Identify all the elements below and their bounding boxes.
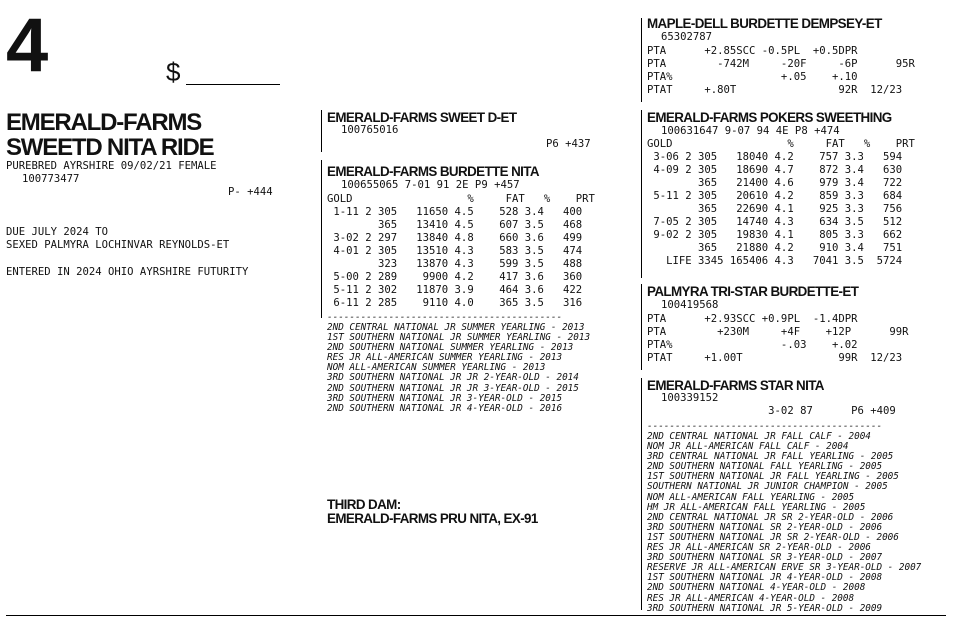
dam-sire-pta xyxy=(647,313,909,365)
dam-dam-award-line: 1ST SOUTHERN NATIONAL JR SR 2-YEAR-OLD - 2006 xyxy=(647,531,899,543)
sire-reg: 100765016 xyxy=(341,124,399,136)
sire-sire-pta-row: PTA -742M -20F -6P 95R xyxy=(647,58,915,70)
sire-dam-table-row: 365 21400 4.6 979 3.4 722 xyxy=(647,177,903,189)
dam-award-line: 2ND CENTRAL NATIONAL JR SUMMER YEARLING - 2013 xyxy=(327,322,585,333)
dam-table-row: 365 13410 4.5 607 3.5 468 xyxy=(327,219,583,231)
sire-sire-bracket xyxy=(641,18,642,102)
sire-dam-table-row: 5-11 2 305 20610 4.2 859 3.3 684 xyxy=(647,190,903,202)
sire-sire-pta-row: PTAT +.80T 92R 12/23 xyxy=(647,84,903,96)
dam-dam-award-line: 3RD SOUTHERN NATIONAL SR 3-YEAR-OLD - 2007 xyxy=(647,552,883,564)
dam-bracket xyxy=(321,160,322,318)
sire-bracket xyxy=(321,110,322,152)
price-label: $ xyxy=(166,57,181,87)
sire-dam-table-row: GOLD % FAT % PRT xyxy=(647,138,915,150)
sire-dam-table-row: 365 22690 4.1 925 3.3 756 xyxy=(647,203,903,215)
sire-dam-table-row: 365 21880 4.2 910 3.4 751 xyxy=(647,242,903,254)
dam-dam-award-line: 1ST SOUTHERN NATIONAL JR 4-YEAR-OLD - 2008 xyxy=(647,572,883,584)
sire-index: P6 +437 xyxy=(546,138,591,150)
dam-award-line: 2ND SOUTHERN NATIONAL JR 4-YEAR-OLD - 2016 xyxy=(327,402,563,414)
dam-sire-name: PALMYRA TRI-STAR BURDETTE-ET xyxy=(647,284,859,299)
sire-dam-table-row: 7-05 2 305 14740 4.3 634 3.5 512 xyxy=(647,216,903,228)
dam-dam-award-line: NOM ALL-AMERICAN FALL YEARLING - 2005 xyxy=(647,491,855,503)
sire-sire-pta-row: PTA +2.85SCC -0.5PL +0.5DPR xyxy=(647,45,858,57)
dam-table-row: 1-11 2 305 11650 4.5 528 3.4 400 xyxy=(327,206,583,218)
sire-name: EMERALD-FARMS SWEET D-ET xyxy=(327,110,517,125)
sire-dam-info: 100631647 9-07 94 4E P8 +474 xyxy=(661,125,840,137)
dam-dam-award-line: 3RD SOUTHERN NATIONAL JR 5-YEAR-OLD - 2009 xyxy=(647,602,883,614)
dam-table-row: 6-11 2 285 9110 4.0 365 3.5 316 xyxy=(327,297,583,309)
sire-sire-reg: 65302787 xyxy=(661,31,713,43)
dam-sire-pta-row: PTAT +1.00T 99R 12/23 xyxy=(647,352,903,364)
animal-name-line1: EMERALD-FARMS xyxy=(6,109,202,136)
dam-dam-reg: 100339152 xyxy=(661,392,719,404)
third-dam-label: THIRD DAM: xyxy=(327,497,401,512)
dam-dam-award-line: RES JR ALL-AMERICAN 4-YEAR-OLD - 2008 xyxy=(647,592,855,604)
dam-dam-award-line: 2ND SOUTHERN NATIONAL 4-YEAR-OLD - 2008 xyxy=(647,582,866,594)
dam-dam-name: EMERALD-FARMS STAR NITA xyxy=(647,378,824,393)
dam-sire-reg: 100419568 xyxy=(661,299,719,311)
sire-sire-pta-row: PTA% +.05 +.10 xyxy=(647,71,858,83)
dam-dam-award-line: 3RD CENTRAL NATIONAL JR FALL YEARLING - 2005 xyxy=(647,451,894,463)
dam-dashes: ------------------------------------------ xyxy=(327,312,563,323)
dam-dam-dashes: ------------------------------------------ xyxy=(647,421,883,432)
dam-dam-award-line: NOM JR ALL-AMERICAN FALL CALF - 2004 xyxy=(647,441,849,453)
dam-dam-awards xyxy=(647,432,921,614)
dam-award-line: RES JR ALL-AMERICAN SUMMER YEARLING - 2013 xyxy=(327,352,563,364)
due-date: DUE JULY 2024 TO xyxy=(6,226,109,238)
dam-dam-award-line: 2ND SOUTHERN NATIONAL FALL YEARLING - 2005 xyxy=(647,461,883,473)
dam-awards xyxy=(327,323,590,414)
dam-dam-award-line: 2ND CENTRAL NATIONAL JR FALL CALF - 2004 xyxy=(647,431,871,442)
animal-index: P- +444 xyxy=(228,186,273,198)
dam-dam-award-line: 2ND CENTRAL NATIONAL JR SR 2-YEAR-OLD - 2006 xyxy=(647,511,894,523)
dam-sire-pta-row: PTA +2.93SCC +0.9PL -1.4DPR xyxy=(647,313,858,325)
sire-sire-pta xyxy=(647,45,915,97)
service-sire: SEXED PALMYRA LOCHINVAR REYNOLDS-ET xyxy=(6,239,230,251)
dam-award-line: 3RD SOUTHERN NATIONAL JR JR 2-YEAR-OLD - 2014 xyxy=(327,372,579,384)
dam-award-line: 3RD SOUTHERN NATIONAL JR 3-YEAR-OLD - 2015 xyxy=(327,392,563,404)
sire-dam-production-table xyxy=(647,138,915,268)
dam-dam-award-line: 3RD SOUTHERN NATIONAL SR 2-YEAR-OLD - 2006 xyxy=(647,521,883,533)
dam-award-line: NOM ALL-AMERICAN SUMMER YEARLING - 2013 xyxy=(327,362,546,374)
animal-name-line2: SWEETD NITA RIDE xyxy=(6,134,214,161)
dam-sire-pta-row: PTA +230M +4F +12P 99R xyxy=(647,326,909,338)
price-blank-line xyxy=(186,84,280,85)
bottom-rule xyxy=(6,615,946,616)
dam-award-line: 1ST SOUTHERN NATIONAL JR SUMMER YEARLING - 2013 xyxy=(327,332,591,344)
dam-dam-bracket xyxy=(641,378,642,610)
dam-info: 100655065 7-01 91 2E P9 +457 xyxy=(341,179,520,191)
sire-sire-name: MAPLE-DELL BURDETTE DEMPSEY-ET xyxy=(647,16,882,31)
dam-name: EMERALD-FARMS BURDETTE NITA xyxy=(327,164,539,179)
dam-sire-bracket xyxy=(641,284,642,370)
sire-dam-name: EMERALD-FARMS POKERS SWEETHING xyxy=(647,110,892,125)
lot-number: 4 xyxy=(6,3,47,88)
dam-dam-info xyxy=(647,405,896,418)
dam-dam-award-line: SOUTHERN NATIONAL JR JUNIOR CHAMPION - 2005 xyxy=(647,481,888,493)
dam-award-line: 2ND SOUTHERN NATIONAL JR JR 3-YEAR-OLD - 2015 xyxy=(327,382,579,394)
dam-table-row: 4-01 2 305 13510 4.3 583 3.5 474 xyxy=(327,245,583,257)
dam-table-row: 5-00 2 289 9900 4.2 417 3.6 360 xyxy=(327,271,583,283)
sire-dam-table-row: 9-02 2 305 19830 4.1 805 3.3 662 xyxy=(647,229,903,241)
sire-dam-table-row: LIFE 3345 165406 4.3 7041 3.5 5724 xyxy=(647,255,903,267)
dam-production-table xyxy=(327,193,595,310)
sire-dam-bracket xyxy=(641,110,642,278)
dam-table-row: 3-02 2 297 13840 4.8 660 3.6 499 xyxy=(327,232,583,244)
sire-dam-table-row: 3-06 2 305 18040 4.2 757 3.3 594 xyxy=(647,151,903,163)
dam-table-row: 323 13870 4.3 599 3.5 488 xyxy=(327,258,583,270)
dam-dam-info-text: 3-02 87 P6 +409 xyxy=(647,405,896,417)
dam-dam-award-line: RES JR ALL-AMERICAN SR 2-YEAR-OLD - 2006 xyxy=(647,542,871,554)
dam-award-line: 2ND SOUTHERN NATIONAL SUMMER YEARLING - 2013 xyxy=(327,342,574,354)
animal-description: PUREBRED AYRSHIRE 09/02/21 FEMALE xyxy=(6,160,217,172)
dam-table-row: GOLD % FAT % PRT xyxy=(327,193,595,205)
animal-reg-number: 100773477 xyxy=(22,173,80,185)
dam-dam-award-line: 1ST SOUTHERN NATIONAL JR FALL YEARLING - 2005 xyxy=(647,471,899,483)
third-dam-name: EMERALD-FARMS PRU NITA, EX-91 xyxy=(327,511,538,526)
dam-dam-award-line: HM JR ALL-AMERICAN FALL YEARLING - 2005 xyxy=(647,501,866,513)
sire-dam-table-row: 4-09 2 305 18690 4.7 872 3.4 630 xyxy=(647,164,903,176)
dam-sire-pta-row: PTA% -.03 +.02 xyxy=(647,339,858,351)
dam-table-row: 5-11 2 302 11870 3.9 464 3.6 422 xyxy=(327,284,583,296)
dam-dam-award-line: RESERVE JR ALL-AMERICAN ERVE SR 3-YEAR-OLD - 2007 xyxy=(647,562,922,574)
futurity-entry: ENTERED IN 2024 OHIO AYRSHIRE FUTURITY xyxy=(6,266,249,278)
